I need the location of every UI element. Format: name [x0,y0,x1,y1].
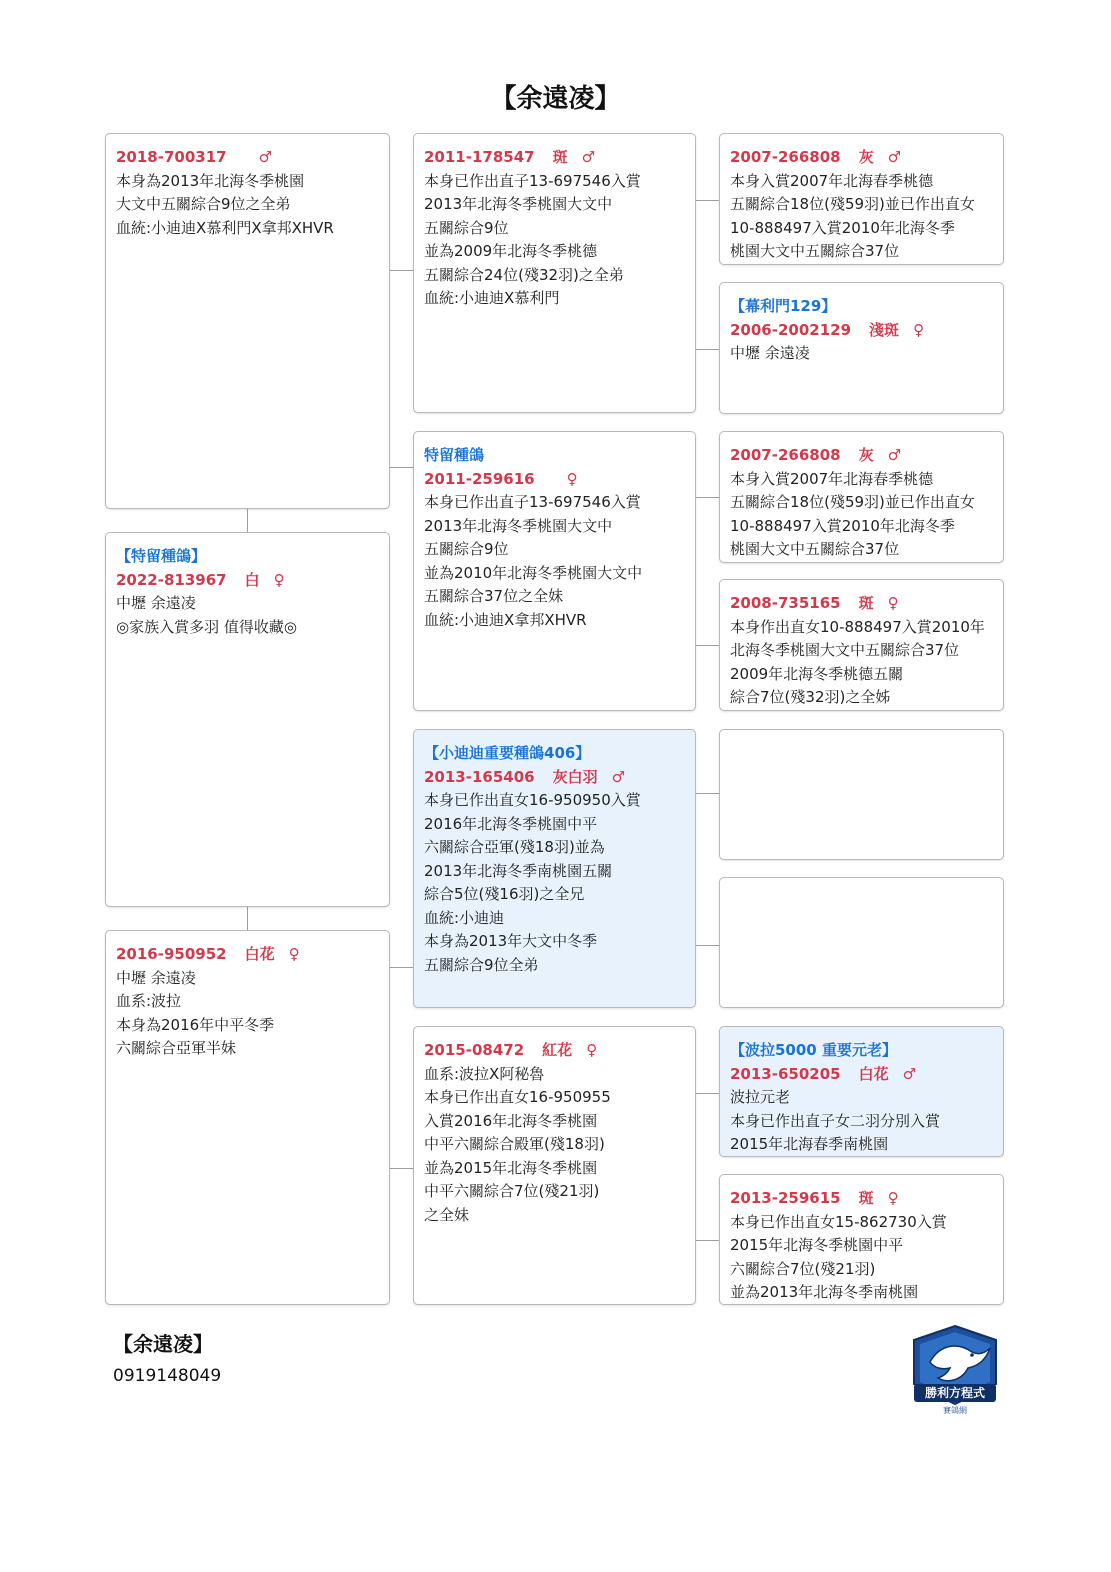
connector [696,349,719,350]
connector [247,906,248,930]
card-header: 2018-700317 ♂ [116,148,273,166]
card-header: 2006-2002129 淺斑 ♀ [730,320,925,339]
connector [696,793,719,794]
pedigree-card-gen3-5-empty [719,729,1004,860]
card-header: 2011-259616 ♀ [424,469,578,488]
connector [390,967,413,968]
connector [390,1168,413,1169]
svg-text:賽鴿網: 賽鴿網 [943,1406,967,1415]
pedigree-card-gen3-7: 【波拉5000 重要元老】 2013-650205 白花 ♂ 波拉元老 本身已作出直子女二羽分別入賞 2015年北海春季南桃園 [719,1026,1004,1157]
page-title: 【余遠凌】 [490,84,621,114]
card-header: 2022-813967 白 ♀ [116,570,285,589]
card-header: 2013-259615 斑 ♀ [730,1189,899,1207]
card-header: 2013-165406 灰白羽 ♂ [424,767,626,786]
owner-name: 【余遠凌】 [113,1332,213,1356]
owner-phone: 0919148049 [113,1366,222,1386]
card-header: 2011-178547 斑 ♂ [424,148,596,166]
pedigree-card-gen3-8: 2013-259615 斑 ♀ 本身已作出直女15-862730入賞 2015年北海冬季桃園中平 六關綜合7位(殘21羽) 並為2013年北海冬季南桃園 [719,1174,1004,1305]
pedigree-card-subject: 【特留種鴿】 2022-813967 白 ♀ 中壢 余遠凌 ◎家族入賞多羽 值得收藏◎ [105,532,390,907]
pedigree-card-self: 2018-700317 ♂ 本身為2013年北海冬季桃園 大文中五關綜合9位之全弟 血統:小迪迪X慕利門X拿邦XHVR [105,133,390,509]
connector [390,467,413,468]
pedigree-card-dam-dam: 2015-08472 紅花 ♀ 血系:波拉X阿秘魯 本身已作出直女16-950955 入賞2016年北海冬季桃園 中平六關綜合殿軍(殘18羽) 並為2015年北海冬季桃園 中平六關綜合7位(殘21羽) 之全妹 [413,1026,696,1305]
connector [696,1093,719,1094]
connector [696,200,719,201]
pedigree-card-gen3-1: 2007-266808 灰 ♂ 本身入賞2007年北海春季桃德 五關綜合18位(殘59羽)並已作出直女 10-888497入賞2010年北海冬季 桃園大文中五關綜合37位 [719,133,1004,265]
connector [247,508,248,532]
pedigree-card-gen3-2: 【幕利門129】 2006-2002129 淺斑 ♀ 中壢 余遠凌 [719,282,1004,414]
connector [696,1240,719,1241]
card-header: 2007-266808 灰 ♂ [730,446,902,464]
pedigree-card-sire-sire: 2011-178547 斑 ♂ 本身已作出直子13-697546入賞 2013年北海冬季桃園大文中 五關綜合9位 並為2009年北海冬季桃德 五關綜合24位(殘32羽)之全弟 血統:小迪迪X慕利門 [413,133,696,413]
pedigree-card-gen3-4: 2008-735165 斑 ♀ 本身作出直女10-888497入賞2010年 北海冬季桃園大文中五關綜合37位 2009年北海冬季桃德五關 綜合7位(殘32羽)之全姊 [719,579,1004,711]
card-tag: 特留種鴿 [424,446,485,464]
card-header: 2008-735165 斑 ♀ [730,594,899,612]
pedigree-card-dam: 2016-950952 白花 ♀ 中壢 余遠凌 血系:波拉 本身為2016年中平冬季 六關綜合亞軍半妹 [105,930,390,1305]
pedigree-card-sire-dam: 特留種鴿 2011-259616 ♀ 本身已作出直子13-697546入賞 2013年北海冬季桃園大文中 五關綜合9位 並為2010年北海冬季桃園大文中 五關綜合37位之全妹 血統:小迪迪X拿邦XHVR [413,431,696,711]
card-tag: 【幕利門129】 [730,297,837,315]
card-header: 2013-650205 白花 ♂ [730,1064,917,1083]
card-header: 2015-08472 紅花 ♀ [424,1041,598,1059]
connector [696,645,719,646]
svg-text:勝利方程式: 勝利方程式 [924,1386,986,1400]
connector [696,945,719,946]
pedigree-card-dam-sire: 【小迪迪重要種鴿406】 2013-165406 灰白羽 ♂ 本身已作出直女16-950950入賞 2016年北海冬季桃園中平 六關綜合亞軍(殘18羽)並為 2013年北海冬季南桃園五關 綜合5位(殘16羽)之全兄 血統:小迪迪 本身為2013年大文中冬季 五關綜合9位全弟 [413,729,696,1008]
card-tag: 【小迪迪重要種鴿406】 [424,744,591,762]
card-tag: 【特留種鴿】 [116,547,207,565]
card-header: 2007-266808 灰 ♂ [730,148,902,166]
card-tag: 【波拉5000 重要元老】 [730,1041,897,1059]
card-header: 2016-950952 白花 ♀ [116,945,300,963]
connector [696,497,719,498]
pigeon-logo-icon [900,1322,1010,1417]
connector [390,270,413,271]
pedigree-card-gen3-6-empty [719,877,1004,1008]
pedigree-card-gen3-3: 2007-266808 灰 ♂ 本身入賞2007年北海春季桃德 五關綜合18位(殘59羽)並已作出直女 10-888497入賞2010年北海冬季 桃園大文中五關綜合37位 [719,431,1004,563]
